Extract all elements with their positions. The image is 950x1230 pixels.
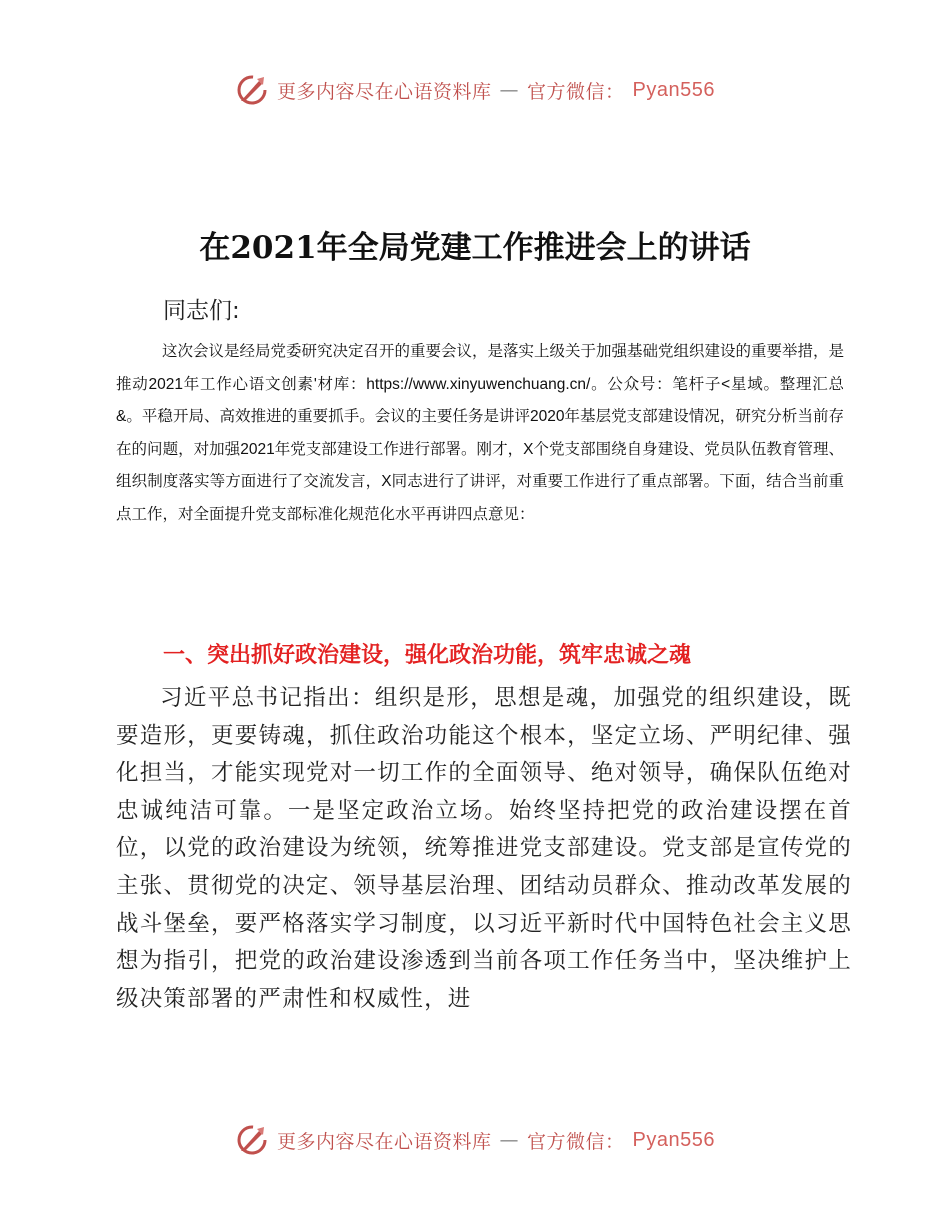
quill-logo-icon bbox=[235, 1123, 269, 1157]
salutation: 同志们: bbox=[163, 298, 240, 324]
intro-paragraph: 这次会议是经局党委研究决定召开的重要会议，是落实上级关于加强基础党组织建设的重要举措，是推动2021年工作心语文创素'材库：https://www.xinyuwenchuang.cn/。公众号：笔杆子<星域。整理汇总&。平稳开局、高效推进的重要抓手。会议的主要任务是讲评2020年基层党支部建设情况，研究分析当前存在的问题，对加强2021年党支部建设工作进行部署。刚才，X个党支部围绕自身建设、党员队伍教育管理、组织制度落实等方面进行了交流发言，X同志进行了讲评，对重要工作进行了重点部署。下面，结合当前重点工作，对全面提升党支部标准化规范化水平再讲四点意见： bbox=[116, 343, 845, 523]
document-title: 在2021年全局党建工作推进会上的讲话 bbox=[199, 230, 751, 266]
section-heading-1: 一、突出抓好政治建设，强化政治功能，筑牢忠诚之魂 bbox=[163, 643, 692, 668]
watermark-text: 更多内容尽在心语资料库 bbox=[277, 1130, 492, 1153]
watermark-label: 官方微信： bbox=[527, 1130, 625, 1153]
watermark-banner-top bbox=[0, 70, 950, 110]
watermark-id: Pyan556 bbox=[632, 78, 715, 101]
watermark-banner-bottom bbox=[0, 1120, 950, 1160]
watermark-label: 官方微信： bbox=[527, 80, 625, 103]
watermark-id: Pyan556 bbox=[632, 1128, 715, 1151]
watermark-separator: — bbox=[499, 1129, 520, 1151]
watermark-separator: — bbox=[499, 79, 520, 101]
watermark-text: 更多内容尽在心语资料库 bbox=[277, 80, 492, 103]
quill-logo-icon bbox=[235, 73, 269, 107]
section-body-1: 习近平总书记指出：组织是形，思想是魂，加强党的组织建设，既要造形，更要铸魂，抓住政治功能这个根本，坚定立场、严明纪律、强化担当，才能实现党对一切工作的全面领导、绝对领导，确保队伍绝对忠诚纯洁可靠。一是坚定政治立场。始终坚持把党的政治建设摆在首位，以党的政治建设为统领，统筹推进党支部建设。党支部是宣传党的主张、贯彻党的决定、领导基层治理、团结动员群众、推动改革发展的战斗堡垒，要严格落实学习制度，以习近平新时代中国特色社会主义思想为指引，把党的政治建设渗透到当前各项工作任务当中，坚决维护上级决策部署的严肃性和权威性，进 bbox=[116, 685, 852, 1012]
